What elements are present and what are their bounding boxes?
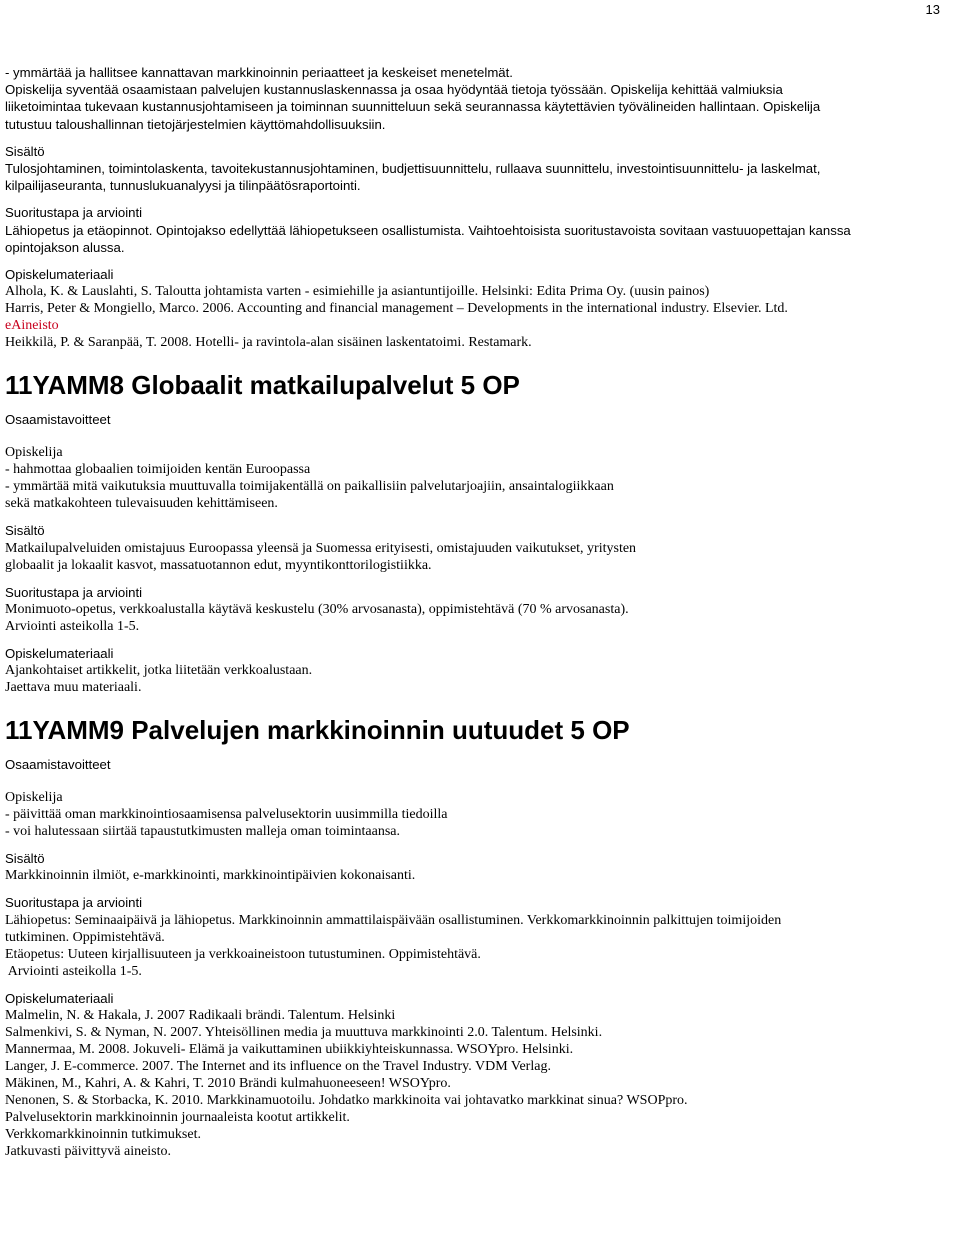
- text-line: sekä matkakohteen tulevaisuuden kehittämiseen.: [5, 496, 278, 512]
- section-heading: Suoritustapa ja arviointi: [5, 584, 143, 600]
- course-11yamm7-continued: [5, 64, 955, 351]
- text-line: Tulosjohtaminen, toimintolaskenta, tavoitekustannusjohtaminen, budjettisuunnittelu, rullaava suunnittelu, investointisuunnittelu- ja laskelmat,: [5, 161, 821, 177]
- material-item: Mäkinen, M., Kahri, A. & Kahri, T. 2010 Brändi kulmahuoneeseen! WSOYpro.: [5, 1075, 451, 1091]
- materials-section: [5, 645, 955, 696]
- assessment-section: [5, 584, 955, 635]
- course-11yamm9: [5, 714, 955, 1160]
- materials-section: [5, 990, 955, 1160]
- text-line: Matkailupalveluiden omistajuus Euroopassa yleensä ja Suomessa erityisesti, omistajuuden vaikutukset, yritysten: [5, 540, 637, 556]
- text-line: liiketoimintaa tukevaan kustannusjohtamiseen ja toiminnan suunnitteluun sekä seurannassa käytettävien työvälineiden hallintaan. Opiskelija: [5, 99, 821, 115]
- material-item: Langer, J. E-commerce. 2007. The Internet and its influence on the Travel Industry. VDM Verlag.: [5, 1058, 551, 1074]
- text-line: Opiskelija: [5, 445, 63, 461]
- section-heading: Sisältö: [5, 143, 45, 159]
- material-item: Heikkilä, P. & Saranpää, T. 2008. Hotelli- ja ravintola-alan sisäinen laskentatoimi. Restamark.: [5, 335, 532, 351]
- text-line: Etäopetus: Uuteen kirjallisuuteen ja verkkoaineistoon tutustuminen. Oppimistehtävä.: [5, 946, 481, 962]
- text-line: Opiskelija syventää osaamistaan palvelujen kustannuslaskennassa ja osaa hyödyntää tietoja työssään. Opiskelija kehittää valmiuksia: [5, 82, 783, 98]
- text-line: Lähiopetus ja etäopinnot. Opintojakso edellyttää lähiopetukseen osallistumista. Vaihtoehtoisista suoritustavoista sovitaan vastuuopettajan kanssa: [5, 222, 851, 238]
- content-section: [5, 850, 955, 884]
- text-line: Arviointi asteikolla 1-5.: [5, 963, 142, 979]
- page-number: 13: [925, 2, 940, 17]
- material-item: Malmelin, N. & Hakala, J. 2007 Radikaali brändi. Talentum. Helsinki: [5, 1007, 396, 1023]
- section-heading: Suoritustapa ja arviointi: [5, 895, 143, 911]
- assessment-section: [5, 894, 955, 979]
- section-heading: Opiskelumateriaali: [5, 990, 114, 1006]
- section-heading: Sisältö: [5, 523, 45, 539]
- section-heading: Osaamistavoitteet: [5, 412, 111, 428]
- course-title: 11YAMM8 Globaalit matkailupalvelut 5 OP: [5, 370, 520, 401]
- text-line: - hahmottaa globaalien toimijoiden kentän Euroopassa: [5, 462, 311, 478]
- section-heading: Sisältö: [5, 851, 45, 867]
- section-heading: Opiskelumateriaali: [5, 645, 114, 661]
- text-line: Markkinoinnin ilmiöt, e-markkinointi, markkinointipäivien kokonaisanti.: [5, 868, 416, 884]
- material-item: Palvelusektorin markkinoinnin journaaleista kootut artikkelit.: [5, 1109, 350, 1125]
- material-item: Verkkomarkkinoinnin tutkimukset.: [5, 1126, 201, 1142]
- text-line: - päivittää oman markkinointiosaamisensa palvelusektorin uusimmilla tiedoilla: [5, 807, 448, 823]
- text-line: tutustuu taloushallinnan tietojärjestelmien käyttömahdollisuuksiin.: [5, 116, 386, 132]
- material-item: Harris, Peter & Mongiello, Marco. 2006. Accounting and financial management – Developments in the international industry. Elsevier. Ltd.: [5, 301, 788, 317]
- content-section: [5, 522, 955, 573]
- material-item: Ajankohtaiset artikkelit, jotka liitetään verkkoalustaan.: [5, 663, 313, 679]
- text-line: Arviointi asteikolla 1-5.: [5, 618, 140, 634]
- section-heading: Opiskelumateriaali: [5, 267, 114, 283]
- text-line: Lähiopetus: Seminaaipäivä ja lähiopetus. Markkinoinnin ammattilaispäivään osallistuminen. Verkkomarkkinoinnin palkittujen toimijoiden: [5, 912, 782, 928]
- material-item: Alhola, K. & Lauslahti, S. Taloutta johtamista varten - esimiehille ja asiantuntijoille. Helsinki: Edita Prima Oy. (uusin painos): [5, 284, 710, 300]
- material-item: Mannermaa, M. 2008. Jokuveli- Elämä ja vaikuttaminen ubiikkiyhteiskunnassa. WSOYpro. Helsinki.: [5, 1041, 574, 1057]
- text-line: kilpailijaseuranta, tunnuslukuanalyysi ja tilinpäätösraportointi.: [5, 178, 361, 194]
- material-item: Jatkuvasti päivittyvä aineisto.: [5, 1143, 172, 1159]
- text-line: Monimuoto-opetus, verkkoalustalla käytävä keskustelu (30% arvosanasta), oppimistehtävä (70 % arvosanasta).: [5, 601, 629, 617]
- material-item: Salmenkivi, S. & Nyman, N. 2007. Yhteisöllinen media ja muuttuva markkinointi 2.0. Talentum. Helsinki.: [5, 1024, 603, 1040]
- material-item: Jaettava muu materiaali.: [5, 680, 142, 696]
- goals-text: [5, 64, 955, 133]
- text-line: Opiskelija: [5, 790, 63, 806]
- goals-text: [5, 789, 955, 840]
- text-line: - ymmärtää mitä vaikutuksia muuttuvalla toimijakentällä on paikallisiin palvelutarjoajiin, ansaintalogiikkaan: [5, 479, 614, 495]
- goals-text: [5, 444, 955, 512]
- document-body: [5, 64, 955, 1160]
- content-section: [5, 143, 955, 195]
- section-heading: Osaamistavoitteet: [5, 757, 111, 773]
- course-title: 11YAMM9 Palvelujen markkinoinnin uutuudet 5 OP: [5, 715, 630, 746]
- section-heading: Suoritustapa ja arviointi: [5, 205, 143, 221]
- text-line: - ymmärtää ja hallitsee kannattavan markkinoinnin periaatteet ja keskeiset menetelmät.: [5, 65, 513, 80]
- material-item: Nenonen, S. & Storbacka, K. 2010. Markkinamuotoilu. Johdatko markkinoita vai johtavatko markkinat sinua? WSOPpro.: [5, 1092, 688, 1108]
- text-line: tutkiminen. Oppimistehtävä.: [5, 929, 165, 945]
- materials-section: [5, 266, 955, 351]
- text-line: globaalit ja lokaalit kasvot, massatuotannon edut, myyntikonttorilogistiikka.: [5, 557, 432, 573]
- ematerial-link[interactable]: eAineisto: [5, 318, 59, 334]
- text-line: opintojakson alussa.: [5, 239, 125, 255]
- course-11yamm8: [5, 369, 955, 696]
- text-line: - voi halutessaan siirtää tapaustutkimusten malleja oman toimintaansa.: [5, 824, 401, 840]
- assessment-section: [5, 204, 955, 256]
